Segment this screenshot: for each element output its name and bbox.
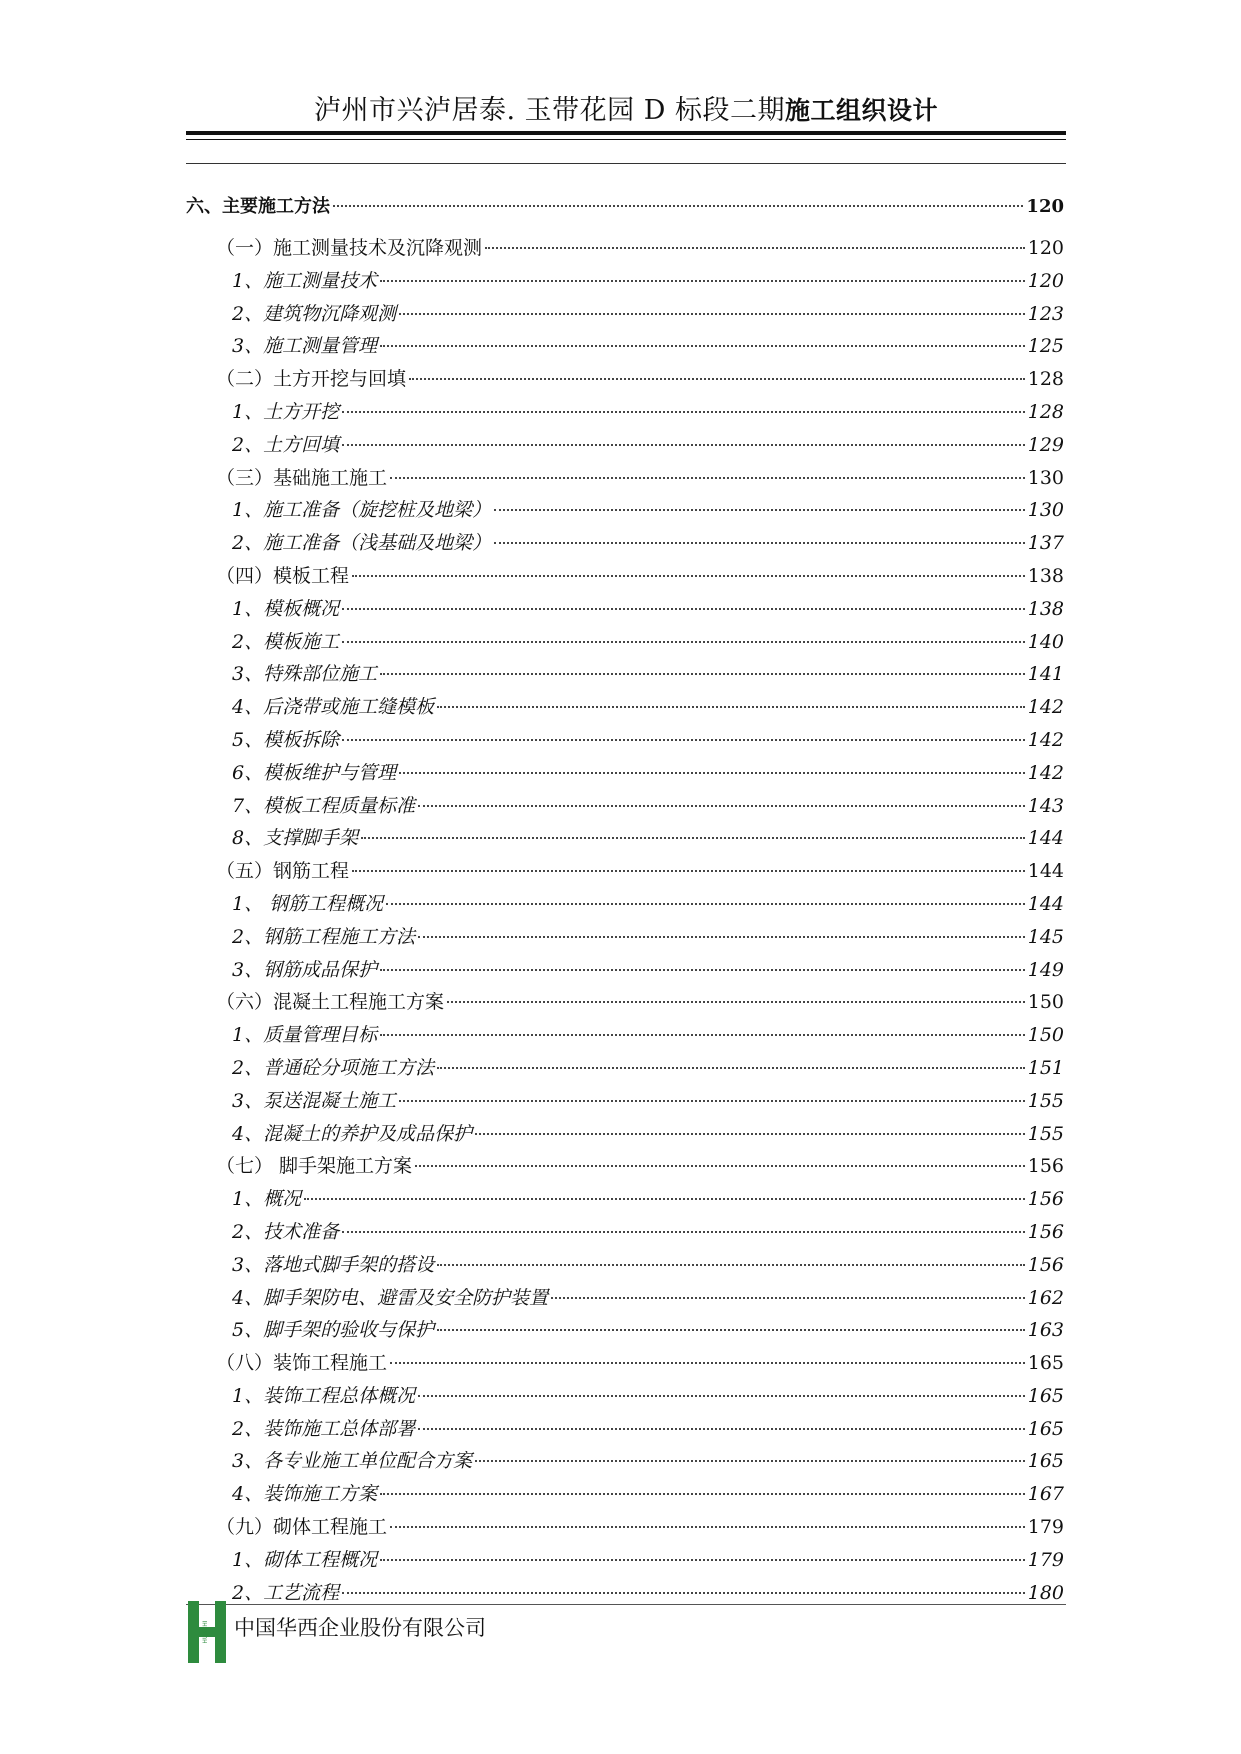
dot-leader xyxy=(380,1559,1025,1561)
toc-entry-label: 7、模板工程质量标准 xyxy=(232,794,416,817)
toc-item-row[interactable] xyxy=(186,1249,1064,1282)
toc-entry-label: 3、特殊部位施工 xyxy=(232,663,378,686)
toc-page-number: 137 xyxy=(1027,532,1064,555)
toc-entry-label: （三）基础施工施工 xyxy=(216,466,388,489)
toc-section-row[interactable] xyxy=(186,560,1064,593)
dot-leader xyxy=(386,903,1025,905)
toc-page-number: 142 xyxy=(1027,728,1064,751)
dot-leader xyxy=(494,542,1025,544)
toc-page-number: 142 xyxy=(1027,696,1064,719)
dot-leader xyxy=(485,247,1025,249)
toc-entry-label: 1、土方开挖 xyxy=(232,400,340,423)
toc-item-row[interactable] xyxy=(186,396,1064,429)
dot-leader xyxy=(380,673,1025,675)
toc-item-row[interactable] xyxy=(186,1380,1064,1413)
toc-page-number: 155 xyxy=(1027,1122,1064,1145)
toc-entry-label: 2、技术准备 xyxy=(232,1220,340,1243)
dot-leader xyxy=(447,1001,1025,1003)
toc-entry-label: 2、土方回填 xyxy=(232,433,340,456)
toc-item-row[interactable] xyxy=(186,1052,1064,1085)
toc-item-row[interactable] xyxy=(186,265,1064,298)
toc-entry-label: （九）砌体工程施工 xyxy=(216,1516,388,1539)
toc-item-row[interactable] xyxy=(186,1216,1064,1249)
toc-entry-label: 1、施工测量技术 xyxy=(232,269,378,292)
toc-entry-label: 4、后浇带或施工缝模板 xyxy=(232,696,435,719)
toc-entry-label: 8、支撑脚手架 xyxy=(232,827,359,850)
toc-entry-label: 3、施工测量管理 xyxy=(232,335,378,358)
company-name: 中国华西企业股份有限公司 xyxy=(234,1616,486,1640)
dot-leader xyxy=(418,1395,1025,1397)
dot-leader xyxy=(380,345,1025,347)
dot-leader xyxy=(475,1460,1025,1462)
toc-item-row[interactable] xyxy=(186,1544,1064,1577)
toc-page-number: 130 xyxy=(1027,466,1064,489)
toc-item-row[interactable] xyxy=(186,658,1064,691)
toc-entry-label: 1、砌体工程概况 xyxy=(232,1548,378,1571)
toc-entry-label: 1、 钢筋工程概况 xyxy=(232,892,384,915)
toc-item-row[interactable] xyxy=(186,429,1064,462)
toc-item-row[interactable] xyxy=(186,888,1064,921)
toc-item-row[interactable] xyxy=(186,527,1064,560)
dot-leader xyxy=(390,1362,1025,1364)
toc-entry-label: 2、钢筋工程施工方法 xyxy=(232,925,416,948)
toc-entry-label: 4、脚手架防电、避雷及安全防护装置 xyxy=(232,1286,549,1309)
toc-entry-label: 6、模板维护与管理 xyxy=(232,761,397,784)
toc-item-row[interactable] xyxy=(186,822,1064,855)
dot-leader xyxy=(342,608,1025,610)
toc-page-number: 145 xyxy=(1027,925,1064,948)
toc-page-number: 156 xyxy=(1027,1188,1064,1211)
toc-item-row[interactable] xyxy=(186,724,1064,757)
dot-leader xyxy=(399,313,1025,315)
toc-page-number: 162 xyxy=(1027,1286,1064,1309)
toc-page-number: 165 xyxy=(1027,1417,1064,1440)
toc-item-row[interactable] xyxy=(186,1314,1064,1347)
toc-page-number: 129 xyxy=(1027,433,1064,456)
toc-entry-label: 2、装饰施工总体部署 xyxy=(232,1417,416,1440)
toc-entry-label: 3、泵送混凝土施工 xyxy=(232,1089,397,1112)
toc-section-row[interactable] xyxy=(186,986,1064,1019)
svg-text:HUASHI: HUASHI xyxy=(202,1620,209,1644)
toc-page-number: 167 xyxy=(1027,1483,1064,1506)
toc-page-number: 165 xyxy=(1027,1352,1064,1375)
toc-page-number: 130 xyxy=(1027,499,1064,522)
toc-entry-label: 3、钢筋成品保护 xyxy=(232,958,378,981)
toc-item-row[interactable] xyxy=(186,1445,1064,1478)
toc-item-row[interactable] xyxy=(186,626,1064,659)
toc-entry-label: 5、模板拆除 xyxy=(232,728,340,751)
dot-leader xyxy=(475,1133,1025,1135)
toc-page-number: 180 xyxy=(1027,1581,1064,1604)
dot-leader xyxy=(361,837,1025,839)
toc-page-number: 125 xyxy=(1027,335,1064,358)
toc-page-number: 144 xyxy=(1027,860,1064,883)
toc-page-number: 142 xyxy=(1027,761,1064,784)
header-rule-thick xyxy=(186,131,1066,135)
toc-entry-label: （八）装饰工程施工 xyxy=(216,1352,388,1375)
dot-leader xyxy=(304,1198,1025,1200)
toc-item-row[interactable] xyxy=(186,330,1064,363)
toc-page-number: 155 xyxy=(1027,1089,1064,1112)
toc-page-number: 151 xyxy=(1027,1056,1064,1079)
dot-leader xyxy=(333,205,1023,207)
toc-page-number: 156 xyxy=(1027,1155,1064,1178)
toc-page-number: 123 xyxy=(1027,302,1064,325)
toc-page-number: 150 xyxy=(1027,991,1064,1014)
toc-entry-label: 2、模板施工 xyxy=(232,630,340,653)
toc-section-row[interactable] xyxy=(186,462,1064,495)
toc-section-row[interactable] xyxy=(186,1511,1064,1544)
toc-page-number: 120 xyxy=(1027,269,1064,292)
dot-leader xyxy=(380,969,1025,971)
toc-page-number: 165 xyxy=(1027,1450,1064,1473)
toc-entry-label: （五）钢筋工程 xyxy=(216,860,350,883)
toc-entry-label: 2、工艺流程 xyxy=(232,1581,340,1604)
toc-item-row[interactable] xyxy=(186,1118,1064,1151)
header-rule-thin xyxy=(186,139,1066,140)
toc-entry-label: 1、模板概况 xyxy=(232,597,340,620)
toc-page-number: 144 xyxy=(1027,892,1064,915)
toc-section-row[interactable] xyxy=(186,855,1064,888)
toc-page-number: 138 xyxy=(1027,564,1064,587)
dot-leader xyxy=(399,772,1025,774)
header-title-main: 泸州市兴泸居泰. 玉带花园 D 标段二期 xyxy=(314,95,785,126)
dot-leader xyxy=(418,936,1025,938)
toc-section-row[interactable] xyxy=(186,232,1064,265)
toc-page-number: 120 xyxy=(1027,237,1064,259)
dot-leader xyxy=(437,706,1025,708)
toc-entry-label: （六）混凝土工程施工方案 xyxy=(216,991,445,1014)
dot-leader xyxy=(437,1329,1025,1331)
page-header xyxy=(186,88,1066,127)
dot-leader xyxy=(342,411,1025,413)
toc-item-row[interactable] xyxy=(186,757,1064,790)
dot-leader xyxy=(352,870,1025,872)
toc-page-number: 128 xyxy=(1027,368,1064,391)
toc-entry-label: （二）土方开挖与回填 xyxy=(216,368,407,391)
dot-leader xyxy=(415,1165,1025,1167)
toc-item-row[interactable] xyxy=(186,1282,1064,1315)
dot-leader xyxy=(342,1592,1025,1594)
toc-section-row[interactable] xyxy=(186,363,1064,396)
toc-page-number: 163 xyxy=(1027,1319,1064,1342)
toc-page-number: 165 xyxy=(1027,1384,1064,1407)
toc-section-row[interactable] xyxy=(186,1347,1064,1380)
toc-entry-label: 2、建筑物沉降观测 xyxy=(232,302,397,325)
dot-leader xyxy=(551,1297,1025,1299)
toc-page-number: 156 xyxy=(1027,1220,1064,1243)
footer-rule xyxy=(186,1604,1066,1605)
dot-leader xyxy=(342,739,1025,741)
dot-leader xyxy=(437,1264,1025,1266)
toc-page-number: 179 xyxy=(1027,1548,1064,1571)
toc-page-number: 144 xyxy=(1027,827,1064,850)
dot-leader xyxy=(409,378,1025,380)
toc-entry-label: 1、概况 xyxy=(232,1188,302,1211)
toc-entry-label: 六、主要施工方法 xyxy=(186,196,330,217)
toc-item-row[interactable] xyxy=(186,921,1064,954)
toc-item-row[interactable] xyxy=(186,1019,1064,1052)
dot-leader xyxy=(418,1428,1025,1430)
dot-leader xyxy=(418,805,1025,807)
toc-item-row[interactable] xyxy=(186,298,1064,331)
toc-page-number: 156 xyxy=(1027,1253,1064,1276)
toc-item-row[interactable] xyxy=(186,1085,1064,1118)
toc-page-number: 140 xyxy=(1027,630,1064,653)
toc-item-row[interactable] xyxy=(186,954,1064,987)
toc-item-row[interactable] xyxy=(186,1183,1064,1216)
toc-item-row[interactable] xyxy=(186,593,1064,626)
toc-item-row[interactable] xyxy=(186,691,1064,724)
dot-leader xyxy=(342,444,1025,446)
header-title-bold: 施工组织设计 xyxy=(784,96,938,125)
toc-entry-label: 3、各专业施工单位配合方案 xyxy=(232,1450,473,1473)
toc-entry-label: 1、施工准备（旋挖桩及地梁） xyxy=(232,499,492,522)
dot-leader xyxy=(390,1526,1025,1528)
toc-entry-label: （七） 脚手架施工方案 xyxy=(216,1155,413,1178)
dot-leader xyxy=(494,509,1025,511)
toc-entry-label: 1、质量管理目标 xyxy=(232,1024,378,1047)
toc-entry-label: 4、装饰施工方案 xyxy=(232,1483,378,1506)
toc-entry-label: （一）施工测量技术及沉降观测 xyxy=(216,237,483,259)
dot-leader xyxy=(390,477,1025,479)
toc-page-number: 150 xyxy=(1027,1024,1064,1047)
toc-entry-label: 1、装饰工程总体概况 xyxy=(232,1384,416,1407)
dot-leader xyxy=(342,641,1025,643)
toc-entry-label: 2、普通砼分项施工方法 xyxy=(232,1056,435,1079)
toc-chapter-row[interactable] xyxy=(186,190,1064,232)
dot-leader xyxy=(399,1100,1025,1102)
dot-leader xyxy=(342,1231,1025,1233)
toc-page-number: 149 xyxy=(1027,958,1064,981)
toc-entry-label: 5、脚手架的验收与保护 xyxy=(232,1319,435,1342)
toc-item-row[interactable] xyxy=(186,790,1064,823)
huashi-logo-icon xyxy=(188,1601,226,1663)
dot-leader xyxy=(380,1034,1025,1036)
toc-page-number: 120 xyxy=(1026,196,1064,217)
toc-item-row[interactable] xyxy=(186,1413,1064,1446)
toc-item-row[interactable] xyxy=(186,1478,1064,1511)
toc-page-number: 141 xyxy=(1027,663,1064,686)
toc-entry-label: 3、落地式脚手架的搭设 xyxy=(232,1253,435,1276)
dot-leader xyxy=(352,575,1025,577)
toc-page-number: 179 xyxy=(1027,1516,1064,1539)
toc-entry-label: 4、混凝土的养护及成品保护 xyxy=(232,1122,473,1145)
toc-page-number: 143 xyxy=(1027,794,1064,817)
dot-leader xyxy=(380,1493,1025,1495)
toc-page-number: 138 xyxy=(1027,597,1064,620)
dot-leader xyxy=(380,280,1025,282)
content-top-rule xyxy=(186,163,1066,164)
toc-entry-label: （四）模板工程 xyxy=(216,564,350,587)
toc-page-number: 128 xyxy=(1027,400,1064,423)
dot-leader xyxy=(437,1067,1025,1069)
toc-entry-label: 2、施工准备（浅基础及地梁） xyxy=(232,532,492,555)
toc-section-row[interactable] xyxy=(186,1150,1064,1183)
toc-item-row[interactable] xyxy=(186,494,1064,527)
table-of-contents xyxy=(186,190,1064,1609)
